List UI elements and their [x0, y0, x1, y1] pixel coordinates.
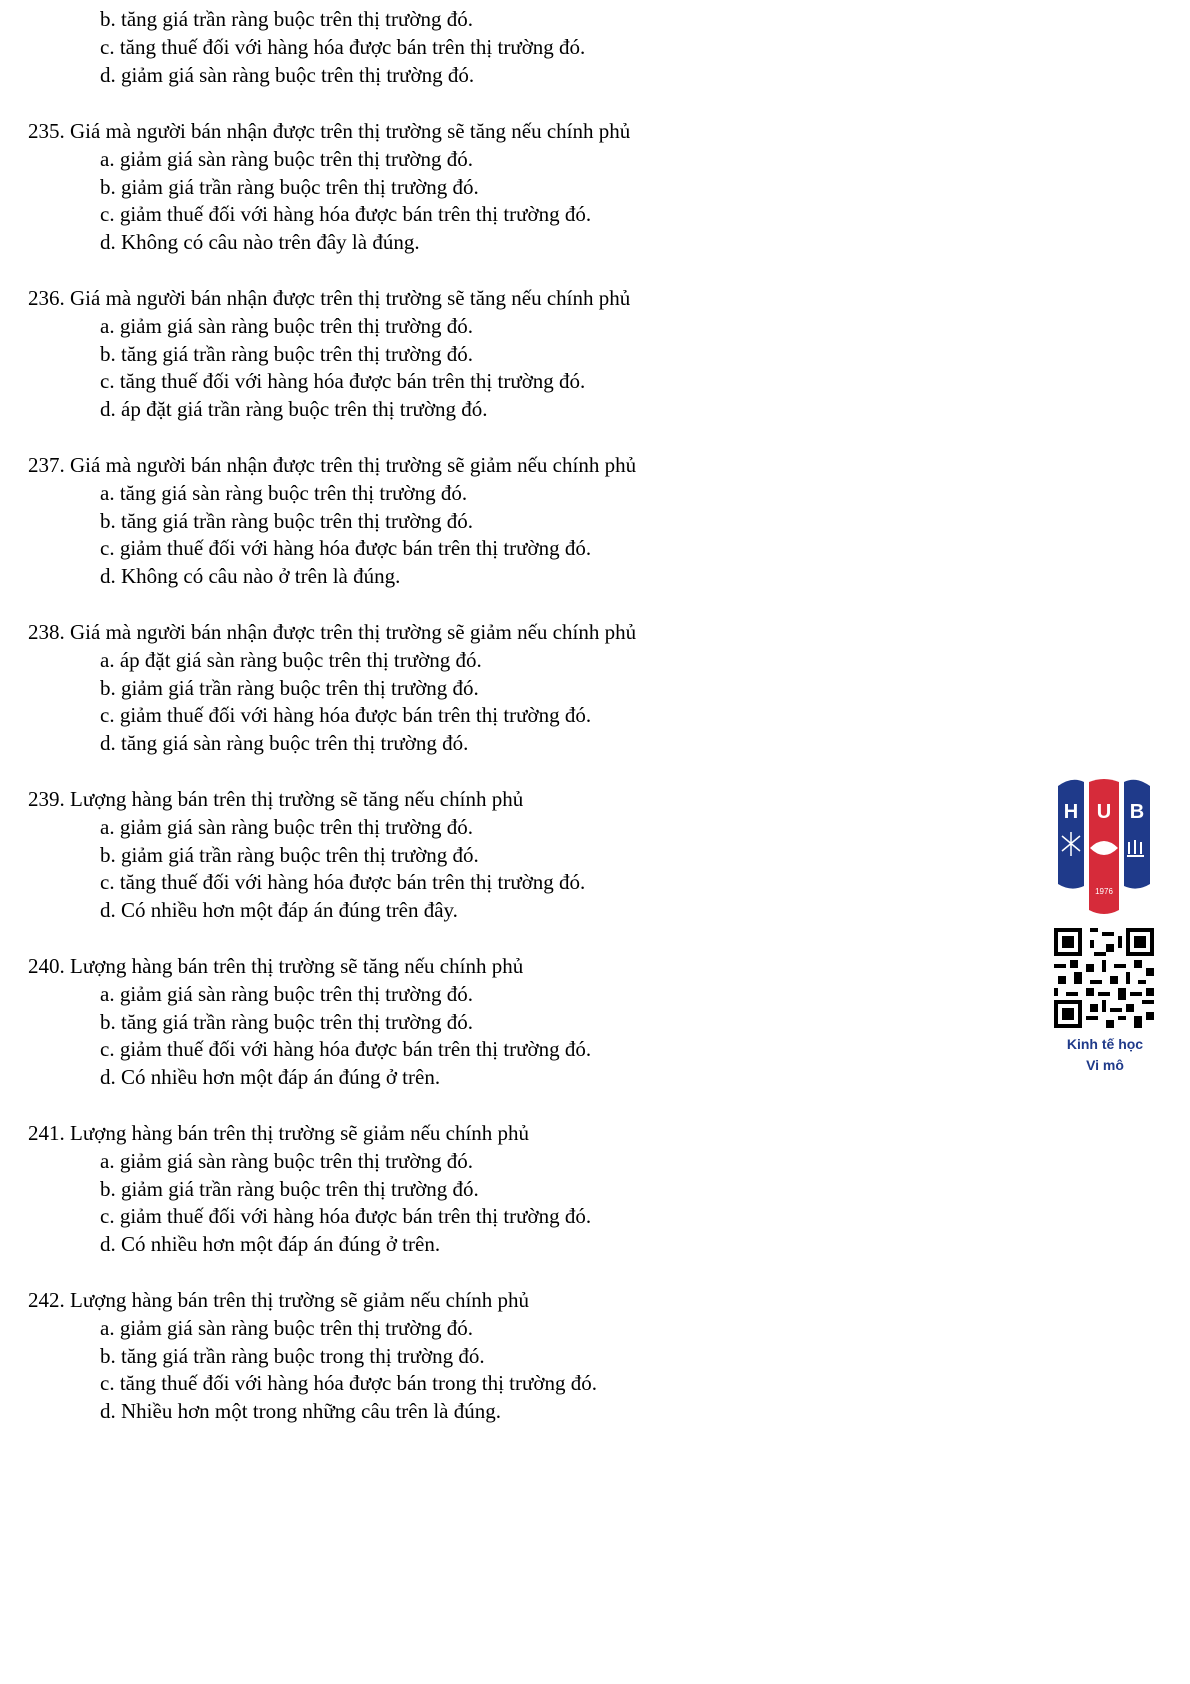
- question-stem: 241. Lượng hàng bán trên thị trường sẽ giảm nếu chính phủ: [28, 1121, 530, 1145]
- answer-option: c. tăng thuế đối với hàng hóa được bán trên thị trường đó.: [100, 870, 586, 895]
- answer-option: c. giảm thuế đối với hàng hóa được bán trên thị trường đó.: [100, 703, 592, 728]
- answer-option: a. tăng giá sàn ràng buộc trên thị trường đó.: [100, 480, 468, 505]
- answer-option: d. áp đặt giá trần ràng buộc trên thị trường đó.: [100, 397, 488, 422]
- badge-caption-line2: Vi mô: [1086, 1057, 1124, 1073]
- question-239: [28, 786, 788, 925]
- answer-option: a. giảm giá sàn ràng buộc trên thị trường đó.: [100, 146, 473, 171]
- answer-option: d. giảm giá sàn ràng buộc trên thị trường đó.: [100, 62, 475, 87]
- answer-option: d. Không có câu nào trên đây là đúng.: [100, 230, 420, 255]
- question-238: [28, 619, 788, 758]
- badge-caption-line1: Kinh tế học: [1066, 1036, 1144, 1052]
- answer-option: d. Không có câu nào ở trên là đúng.: [100, 564, 401, 589]
- qr-code-icon: [1054, 928, 1154, 1028]
- hub-letter-h: H: [1063, 801, 1079, 823]
- question-240: [28, 953, 788, 1092]
- answer-option: d. Có nhiều hơn một đáp án đúng ở trên.: [100, 1065, 441, 1090]
- hub-shield-icon: [1054, 776, 1154, 916]
- answer-option: b. giảm giá trần ràng buộc trên thị trường đó.: [100, 842, 479, 867]
- question-242: [28, 1287, 788, 1426]
- answer-option: b. tăng giá trần ràng buộc trên thị trường đó.: [100, 1009, 473, 1034]
- question-stem: 240. Lượng hàng bán trên thị trường sẽ tăng nếu chính phủ: [28, 954, 524, 978]
- question-235: [28, 118, 788, 257]
- answer-option: c. giảm thuế đối với hàng hóa được bán trên thị trường đó.: [100, 536, 592, 561]
- answer-option: c. giảm thuế đối với hàng hóa được bán trên thị trường đó.: [100, 202, 592, 227]
- answer-option: b. tăng giá trần ràng buộc trên thị trường đó.: [100, 341, 473, 366]
- answer-option: c. tăng thuế đối với hàng hóa được bán trên thị trường đó.: [100, 369, 586, 394]
- hub-logo: [1054, 776, 1154, 916]
- answer-option: b. tăng giá trần ràng buộc trong thị trường đó.: [100, 1343, 485, 1368]
- answer-option: a. giảm giá sàn ràng buộc trên thị trường đó.: [100, 1148, 473, 1173]
- answer-option: b. giảm giá trần ràng buộc trên thị trường đó.: [100, 174, 479, 199]
- answer-option: c. giảm thuế đối với hàng hóa được bán trên thị trường đó.: [100, 1037, 592, 1062]
- question-continuation: [28, 6, 788, 89]
- answer-option: d. Nhiều hơn một trong những câu trên là đúng.: [100, 1399, 501, 1424]
- question-241: [28, 1120, 788, 1259]
- answer-option: c. tăng thuế đối với hàng hóa được bán trong thị trường đó.: [100, 1371, 597, 1396]
- answer-option: d. Có nhiều hơn một đáp án đúng trên đây.: [100, 898, 458, 923]
- answer-option: c. giảm thuế đối với hàng hóa được bán trên thị trường đó.: [100, 1204, 592, 1229]
- question-stem: 238. Giá mà người bán nhận được trên thị trường sẽ giảm nếu chính phủ: [28, 620, 637, 644]
- answer-option: d. Có nhiều hơn một đáp án đúng ở trên.: [100, 1232, 441, 1257]
- answer-option: c. tăng thuế đối với hàng hóa được bán trên thị trường đó.: [100, 34, 586, 59]
- answer-option: b. giảm giá trần ràng buộc trên thị trường đó.: [100, 1176, 479, 1201]
- question-stem: 242. Lượng hàng bán trên thị trường sẽ giảm nếu chính phủ: [28, 1288, 530, 1312]
- answer-option: b. tăng giá trần ràng buộc trên thị trường đó.: [100, 508, 473, 533]
- answer-option: d. tăng giá sàn ràng buộc trên thị trường đó.: [100, 731, 469, 756]
- answer-option: a. áp đặt giá sàn ràng buộc trên thị trường đó.: [100, 647, 482, 672]
- question-237: [28, 452, 788, 591]
- answer-option: b. tăng giá trần ràng buộc trên thị trường đó.: [100, 7, 473, 31]
- answer-option: a. giảm giá sàn ràng buộc trên thị trường đó.: [100, 981, 473, 1006]
- question-stem: 236. Giá mà người bán nhận được trên thị trường sẽ tăng nếu chính phủ: [28, 286, 631, 310]
- question-stem: 235. Giá mà người bán nhận được trên thị trường sẽ tăng nếu chính phủ: [28, 119, 631, 143]
- hub-letter-u: U: [1096, 801, 1112, 823]
- question-stem: 239. Lượng hàng bán trên thị trường sẽ tăng nếu chính phủ: [28, 787, 524, 811]
- answer-option: a. giảm giá sàn ràng buộc trên thị trường đó.: [100, 814, 473, 839]
- question-236: [28, 285, 788, 424]
- answer-option: a. giảm giá sàn ràng buộc trên thị trường đó.: [100, 313, 473, 338]
- hub-letter-b: B: [1129, 801, 1145, 823]
- answer-option: b. giảm giá trần ràng buộc trên thị trường đó.: [100, 675, 479, 700]
- question-stem: 237. Giá mà người bán nhận được trên thị trường sẽ giảm nếu chính phủ: [28, 453, 637, 477]
- answer-option: a. giảm giá sàn ràng buộc trên thị trường đó.: [100, 1315, 473, 1340]
- hub-year: 1976: [1095, 887, 1113, 896]
